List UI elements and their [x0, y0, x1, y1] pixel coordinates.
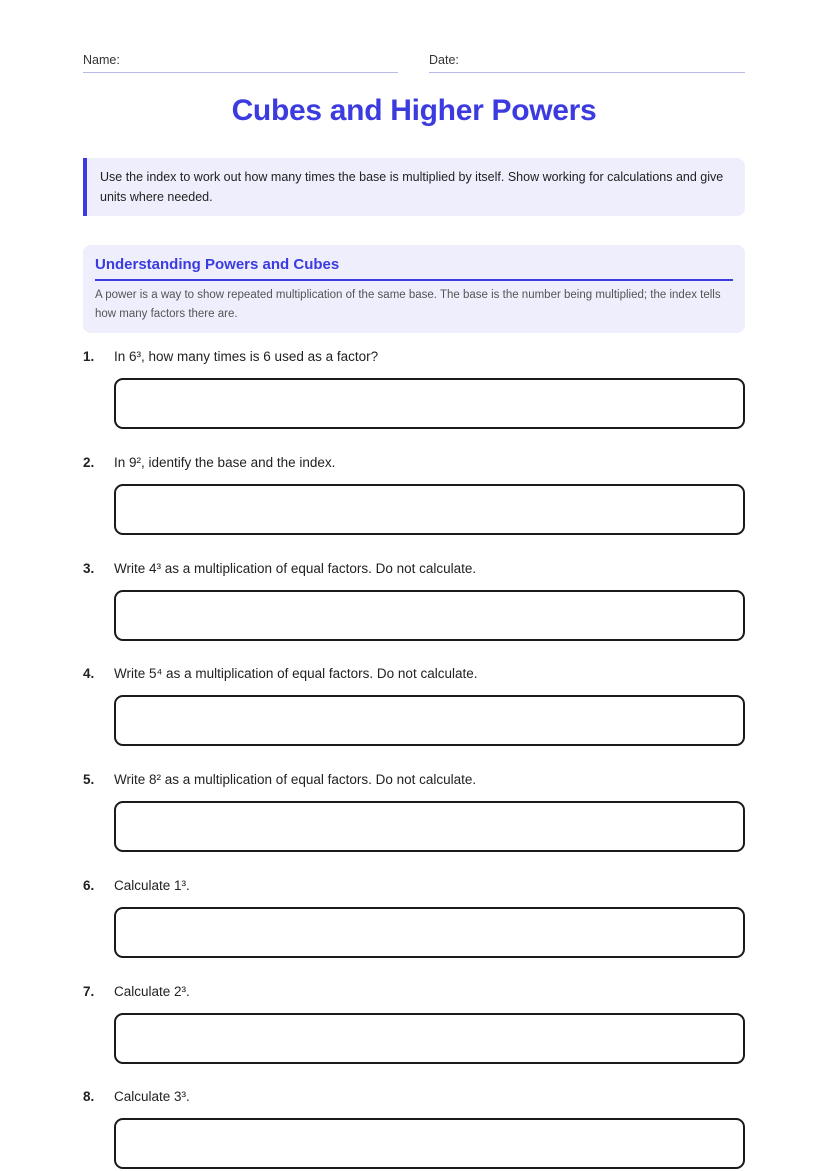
name-field[interactable]	[83, 52, 398, 73]
question-text: Calculate 1³.	[114, 878, 190, 893]
question-text: In 6³, how many times is 6 used as a factor?	[114, 349, 379, 364]
answer-box-4[interactable]	[114, 695, 745, 746]
answer-box-6[interactable]	[114, 907, 745, 958]
question-number: 7.	[83, 984, 95, 999]
date-label: Date:	[429, 53, 459, 67]
question-text: Calculate 2³.	[114, 984, 190, 999]
question-number: 8.	[83, 1089, 95, 1104]
page-title: Cubes and Higher Powers	[231, 94, 597, 127]
question-text: Calculate 3³.	[114, 1089, 190, 1104]
answer-box-3[interactable]	[114, 590, 745, 641]
header	[83, 52, 745, 74]
answer-box-8[interactable]	[114, 1118, 745, 1169]
concept-body: A power is a way to show repeated multiplication of the same base. The base is the number being multiplied; the index tells how many factors there are.	[95, 289, 721, 320]
answer-box-5[interactable]	[114, 801, 745, 852]
concept-box	[83, 245, 745, 333]
name-label: Name:	[83, 53, 120, 67]
instructions-box	[83, 158, 745, 216]
question-text: Write 8² as a multiplication of equal factors. Do not calculate.	[114, 772, 477, 787]
question-number: 3.	[83, 561, 95, 576]
question-text: In 9², identify the base and the index.	[114, 455, 336, 470]
answer-box-7[interactable]	[114, 1013, 745, 1064]
question-number: 6.	[83, 878, 95, 893]
question-text: Write 4³ as a multiplication of equal factors. Do not calculate.	[114, 561, 477, 576]
question-number: 4.	[83, 666, 95, 681]
question-number: 2.	[83, 455, 95, 470]
date-field[interactable]	[429, 52, 745, 73]
worksheet-page	[83, 0, 745, 1171]
answer-box-1[interactable]	[114, 378, 745, 429]
answer-box-2[interactable]	[114, 484, 745, 535]
instructions-text: Use the index to work out how many times the base is multiplied by itself. Show working for calculations and give units where needed.	[100, 170, 724, 204]
question-number: 1.	[83, 349, 95, 364]
question-number: 5.	[83, 772, 95, 787]
question-text: Write 5⁴ as a multiplication of equal factors. Do not calculate.	[114, 666, 478, 681]
concept-title: Understanding Powers and Cubes	[95, 256, 733, 281]
